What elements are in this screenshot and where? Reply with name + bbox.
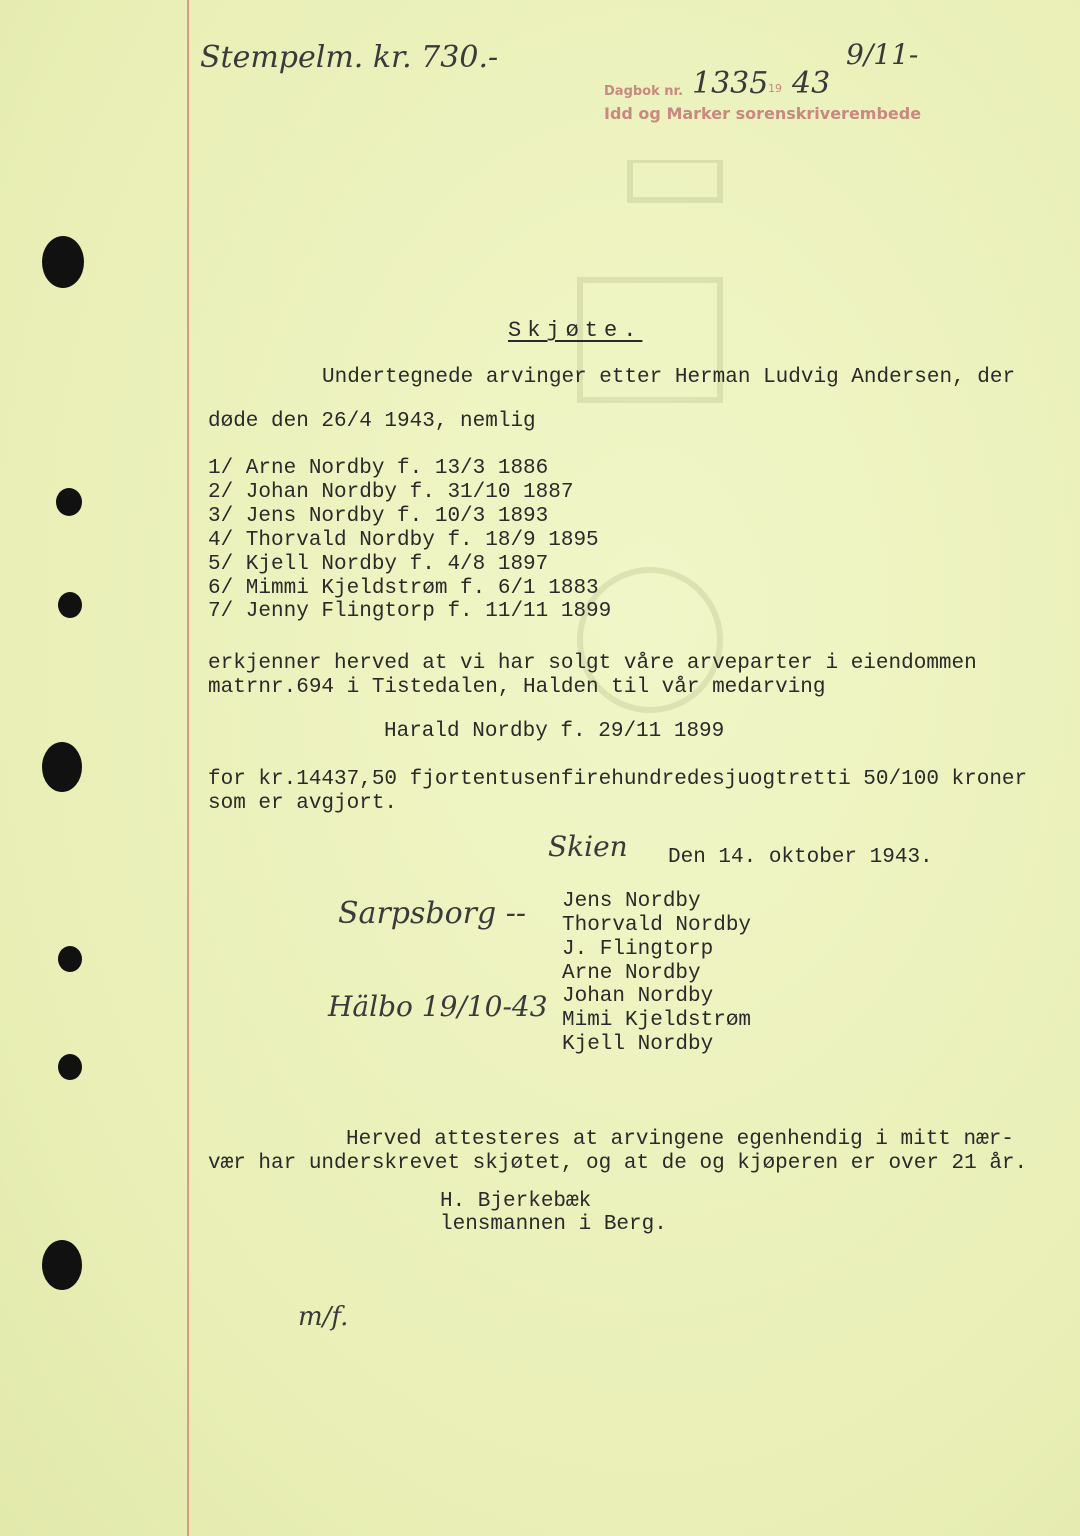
punch-hole xyxy=(42,236,84,288)
punch-hole xyxy=(58,946,82,972)
intro-line: Undertegnede arvinger etter Herman Ludvig Andersen, der xyxy=(322,366,1016,389)
punch-hole xyxy=(58,1054,82,1080)
signatory: Johan Nordby xyxy=(562,985,714,1008)
price-line: for kr.14437,50 fjortentusenfirehundredesjuogtretti 50/100 kroner xyxy=(208,768,1028,791)
body-line: erkjenner herved at vi har solgt våre arveparter i eiendommen xyxy=(208,652,977,675)
heir-item: 4/ Thorvald Nordby f. 18/9 1895 xyxy=(208,529,599,552)
signatory: Arne Nordby xyxy=(562,962,701,985)
journal-label: Dagbok nr. xyxy=(604,84,684,99)
date-line: Den 14. oktober 1943. xyxy=(668,846,933,869)
heir-item: 7/ Jenny Flingtorp f. 11/11 1899 xyxy=(208,600,612,623)
place3-handwritten: Hälbo 19/10-43 xyxy=(328,990,548,1023)
heir-item: 5/ Kjell Nordby f. 4/8 1897 xyxy=(208,553,549,576)
journal-year-prefix: 19 xyxy=(768,82,782,95)
journal-year: 43 xyxy=(792,66,831,101)
attestation-line: Herved attesteres at arvingene egenhendig i mitt nær- xyxy=(346,1128,1014,1151)
document-title: Skjøte. xyxy=(508,318,643,343)
initials-handwritten: m/f. xyxy=(298,1302,349,1332)
buyer-line: Harald Nordby f. 29/11 1899 xyxy=(384,720,725,743)
place-handwritten: Skien xyxy=(548,830,628,863)
official-name: H. Bjerkebæk xyxy=(440,1190,592,1213)
heir-item: 3/ Jens Nordby f. 10/3 1893 xyxy=(208,505,549,528)
price-line: som er avgjort. xyxy=(208,792,398,815)
heir-item: 2/ Johan Nordby f. 31/10 1887 xyxy=(208,481,574,504)
place2-handwritten: Sarpsborg -- xyxy=(338,896,526,931)
attestation-line: vær har underskrevet skjøtet, og at de og kjøperen er over 21 år. xyxy=(208,1152,1028,1175)
signatory: Jens Nordby xyxy=(562,890,701,913)
heir-item: 6/ Mimmi Kjeldstrøm f. 6/1 1883 xyxy=(208,577,599,600)
journal-date: 9/11- xyxy=(846,38,919,71)
office-stamp: Idd og Marker sorenskriverembede xyxy=(604,104,922,123)
heir-item: 1/ Arne Nordby f. 13/3 1886 xyxy=(208,457,549,480)
signatory: Thorvald Nordby xyxy=(562,914,752,937)
journal-number: 1335 xyxy=(692,66,769,101)
margin-line xyxy=(187,0,189,1536)
punch-hole xyxy=(42,742,82,792)
punch-hole xyxy=(58,592,82,618)
official-title: lensmannen i Berg. xyxy=(440,1213,667,1236)
stamp-fee-note: Stempelm. kr. 730.- xyxy=(200,40,499,75)
punch-hole xyxy=(42,1240,82,1290)
signatory: J. Flingtorp xyxy=(562,938,714,961)
intro-line: døde den 26/4 1943, nemlig xyxy=(208,410,536,433)
punch-hole xyxy=(56,488,82,516)
signatory: Kjell Nordby xyxy=(562,1033,714,1056)
body-line: matrnr.694 i Tistedalen, Halden til vår medarving xyxy=(208,676,826,699)
signatory: Mimi Kjeldstrøm xyxy=(562,1009,752,1032)
